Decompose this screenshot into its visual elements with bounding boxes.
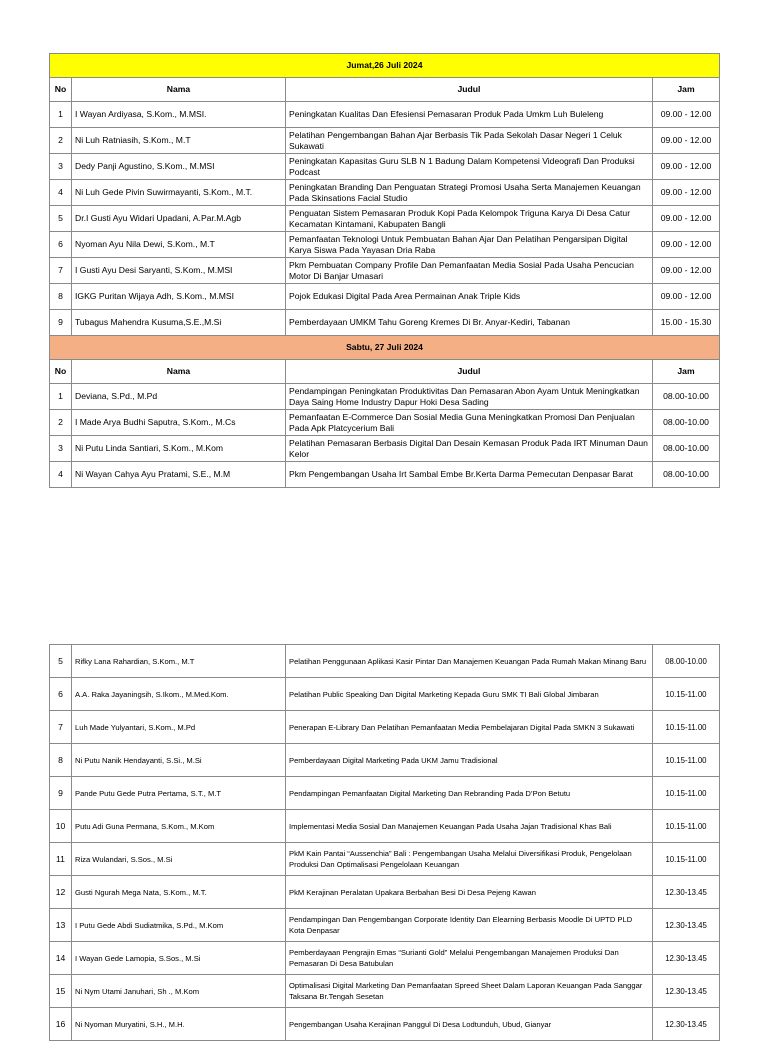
session-time: 12.30-13.45 [653, 909, 720, 942]
table-row [50, 410, 720, 436]
row-number: 6 [50, 678, 72, 711]
presenter-name: IGKG Puritan Wijaya Adh, S.Kom., M.MSI [72, 284, 286, 310]
session-time: 09.00 - 12.00 [653, 258, 720, 284]
row-number: 4 [50, 462, 72, 488]
presenter-name: Ni Luh Gede Pivin Suwirmayanti, S.Kom., M.T. [72, 180, 286, 206]
row-number: 8 [50, 744, 72, 777]
presenter-name: Pande Putu Gede Putra Pertama, S.T., M.T [72, 777, 286, 810]
table-row [50, 284, 720, 310]
session-title: Pendampingan Dan Pengembangan Corporate Identity Dan Elearning Berbasis Moodle Di UPTD PLD Kota Denpasar [286, 909, 653, 942]
row-number: 4 [50, 180, 72, 206]
session-title: Pemanfaatan E-Commerce Dan Sosial Media Guna Meningkatkan Promosi Dan Penjualan Pada Apk Platcycerium Bali [286, 410, 653, 436]
table-row [50, 876, 720, 909]
session-title: Pemanfaatan Teknologi Untuk Pembuatan Bahan Ajar Dan Pelatihan Pengarsipan Digital Karya Siswa Pada Yayasan Dria Raba [286, 232, 653, 258]
session-title: PkM Kerajinan Peralatan Upakara Berbahan Besi Di Desa Pejeng Kawan [286, 876, 653, 909]
session-time: 09.00 - 12.00 [653, 206, 720, 232]
session-title: Pkm Pembuatan Company Profile Dan Pemanfaatan Media Sosial Pada Usaha Pencucian Motor Di Banjar Umasari [286, 258, 653, 284]
presenter-name: Deviana, S.Pd., M.Pd [72, 384, 286, 410]
header-judul: Judul [286, 78, 653, 102]
presenter-name: Putu Adi Guna Permana, S.Kom., M.Kom [72, 810, 286, 843]
session-time: 09.00 - 12.00 [653, 232, 720, 258]
presenter-name: Luh Made Yulyantari, S.Kom., M.Pd [72, 711, 286, 744]
session-time: 10.15-11.00 [653, 744, 720, 777]
row-number: 5 [50, 645, 72, 678]
row-number: 5 [50, 206, 72, 232]
presenter-name: Tubagus Mahendra Kusuma,S.E.,M.Si [72, 310, 286, 336]
session-title: Pelatihan Penggunaan Aplikasi Kasir Pintar Dan Manajemen Keuangan Pada Rumah Makan Minang Baru [286, 645, 653, 678]
presenter-name: Nyoman Ayu Nila Dewi, S.Kom., M.T [72, 232, 286, 258]
session-time: 08.00-10.00 [653, 436, 720, 462]
session-time: 09.00 - 12.00 [653, 284, 720, 310]
table-row [50, 462, 720, 488]
session-title: Penerapan E-Library Dan Pelatihan Pemanfaatan Media Pembelajaran Digital Pada SMKN 3 Sukawati [286, 711, 653, 744]
day-header-row [50, 54, 720, 78]
table-row [50, 1008, 720, 1041]
session-time: 10.15-11.00 [653, 777, 720, 810]
table-row [50, 810, 720, 843]
day-title: Jumat,26 Juli 2024 [50, 54, 720, 78]
table-row [50, 206, 720, 232]
row-number: 11 [50, 843, 72, 876]
table-row [50, 711, 720, 744]
session-title: Pelatihan Pengembangan Bahan Ajar Berbasis Tik Pada Sekolah Dasar Negeri 1 Celuk Sukawati [286, 128, 653, 154]
row-number: 9 [50, 310, 72, 336]
presenter-name: Dedy Panji Agustino, S.Kom., M.MSI [72, 154, 286, 180]
table-row [50, 102, 720, 128]
session-time: 08.00-10.00 [653, 462, 720, 488]
presenter-name: Ni Putu Nanik Hendayanti, S.Si., M.Si [72, 744, 286, 777]
presenter-name: Gusti Ngurah Mega Nata, S.Kom., M.T. [72, 876, 286, 909]
session-time: 08.00-10.00 [653, 384, 720, 410]
header-no: No [50, 78, 72, 102]
session-time: 15.00 - 15.30 [653, 310, 720, 336]
session-time: 09.00 - 12.00 [653, 180, 720, 206]
row-number: 14 [50, 942, 72, 975]
session-title: Penguatan Sistem Pemasaran Produk Kopi Pada Kelompok Triguna Karya Di Desa Catur Kecamatan Kintamani, Kabupaten Bangli [286, 206, 653, 232]
row-number: 15 [50, 975, 72, 1008]
session-title: Implementasi Media Sosial Dan Manajemen Keuangan Pada Usaha Jajan Tradisional Khas Bali [286, 810, 653, 843]
session-time: 12.30-13.45 [653, 942, 720, 975]
presenter-name: Dr.I Gusti Ayu Widari Upadani, A.Par.M.Agb [72, 206, 286, 232]
session-title: Pojok Edukasi Digital Pada Area Permainan Anak Triple Kids [286, 284, 653, 310]
session-title: Pemberdayaan Digital Marketing Pada UKM Jamu Tradisional [286, 744, 653, 777]
header-jam: Jam [653, 360, 720, 384]
row-number: 6 [50, 232, 72, 258]
column-header-row [50, 360, 720, 384]
day-title: Sabtu, 27 Juli 2024 [50, 336, 720, 360]
row-number: 1 [50, 102, 72, 128]
presenter-name: Ni Luh Ratniasih, S.Kom., M.T [72, 128, 286, 154]
row-number: 9 [50, 777, 72, 810]
header-judul: Judul [286, 360, 653, 384]
row-number: 7 [50, 258, 72, 284]
header-jam: Jam [653, 78, 720, 102]
table-row [50, 645, 720, 678]
schedule-table-upper [49, 53, 720, 488]
table-row [50, 744, 720, 777]
table-row [50, 310, 720, 336]
table-row [50, 232, 720, 258]
header-nama: Nama [72, 78, 286, 102]
session-title: Pengembangan Usaha Kerajinan Panggul Di Desa Lodtunduh, Ubud, Gianyar [286, 1008, 653, 1041]
header-no: No [50, 360, 72, 384]
presenter-name: Ni Wayan Cahya Ayu Pratami, S.E., M.M [72, 462, 286, 488]
session-time: 12.30-13.45 [653, 876, 720, 909]
presenter-name: Rifky Lana Rahardian, S.Kom., M.T [72, 645, 286, 678]
presenter-name: I Gusti Ayu Desi Saryanti, S.Kom., M.MSI [72, 258, 286, 284]
presenter-name: I Made Arya Budhi Saputra, S.Kom., M.Cs [72, 410, 286, 436]
session-title: Pemberdayaan Pengrajin Emas “Surianti Gold” Melalui Pengembangan Manajemen Produksi Dan Pemasaran Di Desa Batubulan [286, 942, 653, 975]
row-number: 10 [50, 810, 72, 843]
day-header-row [50, 336, 720, 360]
table-row [50, 678, 720, 711]
session-time: 10.15-11.00 [653, 843, 720, 876]
session-title: Optimalisasi Digital Marketing Dan Pemanfaatan Spreed Sheet Dalam Laporan Keuangan Pada Sanggar Taksana Br.Tengah Sesetan [286, 975, 653, 1008]
session-time: 10.15-11.00 [653, 678, 720, 711]
table-row [50, 777, 720, 810]
row-number: 16 [50, 1008, 72, 1041]
presenter-name: Ni Nyoman Muryatini, S.H., M.H. [72, 1008, 286, 1041]
row-number: 12 [50, 876, 72, 909]
session-time: 10.15-11.00 [653, 810, 720, 843]
table-row [50, 180, 720, 206]
row-number: 1 [50, 384, 72, 410]
presenter-name: I Wayan Ardiyasa, S.Kom., M.MSI. [72, 102, 286, 128]
session-time: 10.15-11.00 [653, 711, 720, 744]
table-row [50, 436, 720, 462]
session-time: 09.00 - 12.00 [653, 128, 720, 154]
table-row [50, 942, 720, 975]
row-number: 2 [50, 410, 72, 436]
presenter-name: I Putu Gede Abdi Sudiatmika, S.Pd., M.Kom [72, 909, 286, 942]
session-title: PkM Kain Pantai “Aussenchia” Bali : Pengembangan Usaha Melalui Diversifikasi Produk, Pengelolaan Produksi Dan Optimalisasi Pengelolaan Keuangan [286, 843, 653, 876]
session-time: 09.00 - 12.00 [653, 102, 720, 128]
session-title: Pendampingan Pemanfaatan Digital Marketing Dan Rebranding Pada D’Pon Betutu [286, 777, 653, 810]
presenter-name: Ni Putu Linda Santiari, S.Kom., M.Kom [72, 436, 286, 462]
row-number: 7 [50, 711, 72, 744]
presenter-name: Ni Nym Utami Januhari, Sh ., M.Kom [72, 975, 286, 1008]
row-number: 2 [50, 128, 72, 154]
row-number: 8 [50, 284, 72, 310]
column-header-row [50, 78, 720, 102]
presenter-name: A.A. Raka Jayaningsih, S.Ikom., M.Med.Kom. [72, 678, 286, 711]
session-title: Pendampingan Peningkatan Produktivitas Dan Pemasaran Abon Ayam Untuk Meningkatkan Daya Saing Home Industry Dapur Hoki Desa Sading [286, 384, 653, 410]
session-title: Peningkatan Branding Dan Penguatan Strategi Promosi Usaha Serta Manajemen Keuangan Pada Skinsations Facial Studio [286, 180, 653, 206]
session-title: Peningkatan Kapasitas Guru SLB N 1 Badung Dalam Kompetensi Videografi Dan Produksi Podcast [286, 154, 653, 180]
session-title: Pemberdayaan UMKM Tahu Goreng Kremes Di Br. Anyar-Kediri, Tabanan [286, 310, 653, 336]
session-title: Pelatihan Public Speaking Dan Digital Marketing Kepada Guru SMK TI Bali Global Jimbaran [286, 678, 653, 711]
row-number: 3 [50, 154, 72, 180]
table-row [50, 154, 720, 180]
schedule-table-lower [49, 644, 720, 1041]
session-time: 08.00-10.00 [653, 645, 720, 678]
table-row [50, 975, 720, 1008]
row-number: 3 [50, 436, 72, 462]
presenter-name: I Wayan Gede Lamopia, S.Sos., M.Si [72, 942, 286, 975]
table-row [50, 258, 720, 284]
session-time: 12.30-13.45 [653, 975, 720, 1008]
session-title: Peningkatan Kualitas Dan Efesiensi Pemasaran Produk Pada Umkm Luh Buleleng [286, 102, 653, 128]
table-row [50, 843, 720, 876]
table-row [50, 128, 720, 154]
session-time: 08.00-10.00 [653, 410, 720, 436]
session-title: Pkm Pengembangan Usaha Irt Sambal Embe Br.Kerta Darma Pemecutan Denpasar Barat [286, 462, 653, 488]
session-time: 09.00 - 12.00 [653, 154, 720, 180]
session-time: 12.30-13.45 [653, 1008, 720, 1041]
row-number: 13 [50, 909, 72, 942]
header-nama: Nama [72, 360, 286, 384]
table-row [50, 384, 720, 410]
session-title: Pelatihan Pemasaran Berbasis Digital Dan Desain Kemasan Produk Pada IRT Minuman Daun Kelor [286, 436, 653, 462]
presenter-name: Riza Wulandari, S.Sos., M.Si [72, 843, 286, 876]
table-row [50, 909, 720, 942]
